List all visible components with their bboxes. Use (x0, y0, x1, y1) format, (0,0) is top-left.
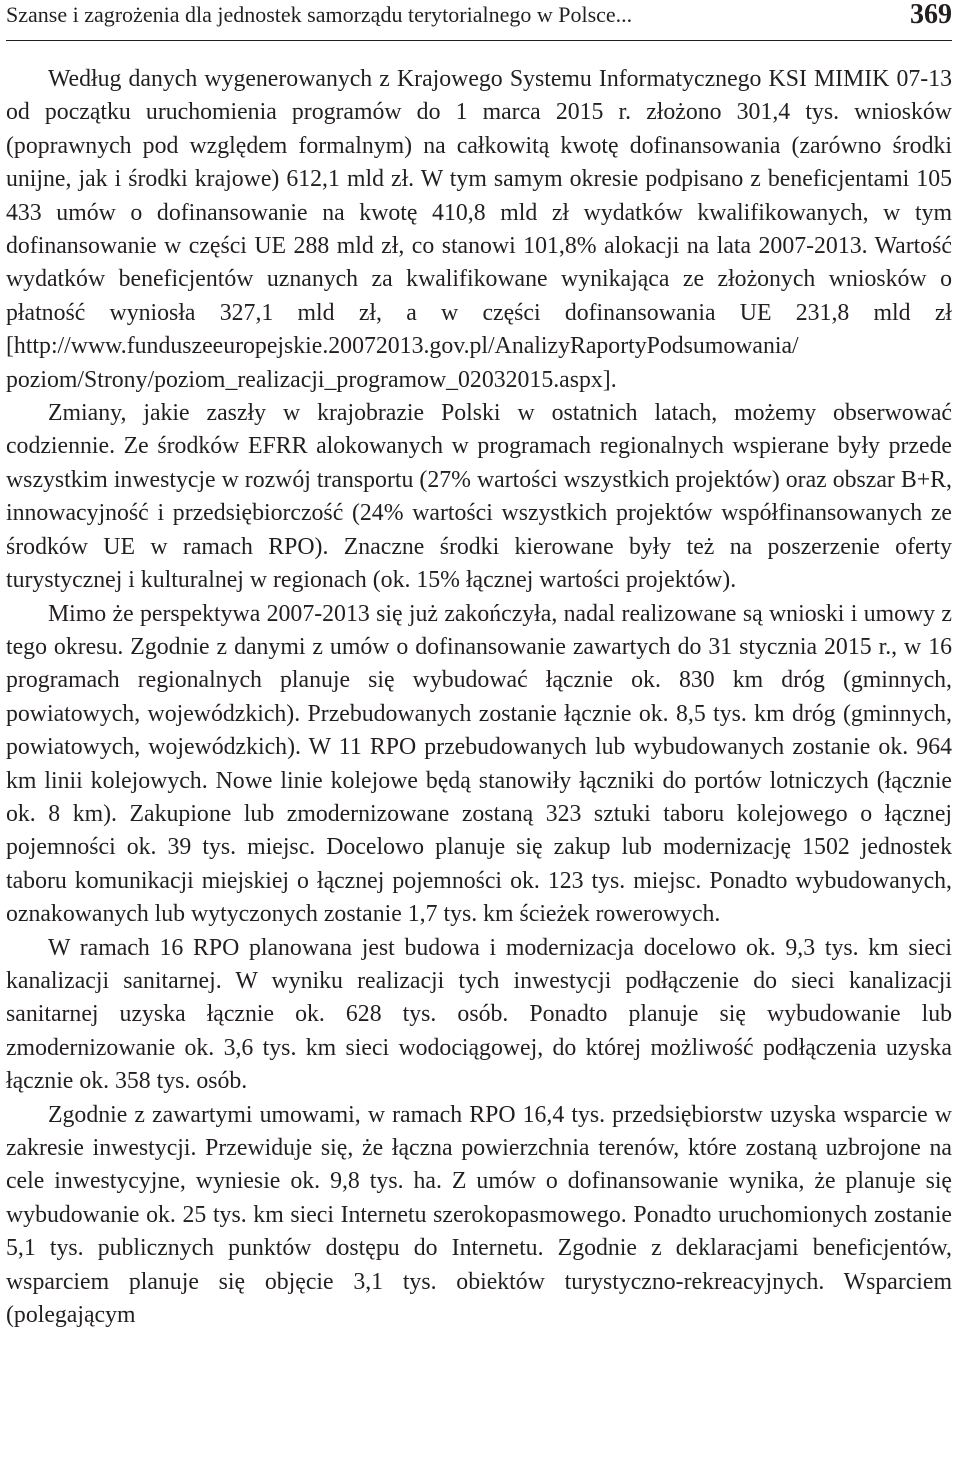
body-text (6, 63, 952, 1332)
paragraph-sewage-water: W ramach 16 RPO planowana jest budowa i modernizacja docelowo ok. 9,3 tys. km sieci kanalizacji sanitarnej. W wyniku realizacji tych inwestycji podłączenie do sieci kanalizacji sanitarnej uzyska łącznie ok. 628 tys. osób. Ponadto planuje się wybudowanie lub zmodernizowanie ok. 3,6 tys. km sieci wodociągowej, do której możliwość podłączenia uzyska łącznie ok. 358 tys. osób. (6, 934, 952, 1095)
paragraph-landscape-changes: Zmiany, jakie zaszły w krajobrazie Polski w ostatnich latach, możemy obserwować codziennie. Ze środków EFRR alokowanych w programach regionalnych wspierane były przede wszystkim inwestycje w rozwój transportu (27% wartości wszystkich projektów) oraz obszar B+R, innowacyjność i przedsiębiorczość (24% wartości wszystkich projektów współfinansowanych ze środków UE w ramach RPO). Znaczne środki kierowane były też na poszerzenie oferty turystycznej i kulturalnej w regionach (ok. 15% łącznej wartości projektów). (6, 400, 952, 594)
running-header (6, 0, 952, 41)
paragraph-transport-investments: Mimo że perspektywa 2007-2013 się już zakończyła, nadal realizowane są wnioski i umowy z tego okresu. Zgodnie z danymi z umów o dofinansowanie zawartych do 31 stycznia 2015 r., w 16 programach regionalnych planuje się wybudować łącznie ok. 830 km dróg (gminnych, powiatowych, wojewódzkich). Przebudowanych zostanie łącznie ok. 8,5 tys. km dróg (gminnych, powiatowych, wojewódzkich). W 11 RPO przebudowanych lub wybudowanych zostanie ok. 964 km linii kolejowych. Nowe linie kolejowe będą stanowiły łączniki do portów lotniczych (łącznie ok. 8 km). Zakupione lub zmodernizowane zostaną 323 sztuki taboru kolejowego o łącznej pojemności ok. 39 tys. miejsc. Docelowo planuje się zakup lub modernizację 1502 jednostek taboru komunikacji miejskiej o łącznej pojemności ok. 123 tys. miejsc. Ponadto wybudowanych, oznakowanych lub wytyczonych zostanie 1,7 tys. km ścieżek rowerowych. (6, 600, 952, 928)
paragraph-ksi-simik-data: Według danych wygenerowanych z Krajowego Systemu Informatycznego KSI MIMIK 07-13 od początku uruchomienia programów do 1 marca 2015 r. złożono 301,4 tys. wniosków (poprawnych pod względem formalnym) na całkowitą kwotę dofinansowania (zarówno środki unijne, jak i środki krajowe) 612,1 mld zł. W tym samym okresie podpisano z beneficjentami 105 433 umów o dofinansowanie na kwotę 410,8 mld zł wydatków kwalifikowanych, w tym dofinansowanie w części UE 288 mld zł, co stanowi 101,8% alokacji na lata 2007-2013. Wartość wydatków beneficjentów uznanych za kwalifikowane wynikająca ze złożonych wniosków o płatność wyniosła 327,1 mld zł, a w części dofinansowania UE 231,8 mld zł [http://www.funduszeeuropejskie.20072013.gov.pl/AnalizyRaportyPodsumowania/ poziom/Strony/poziom_realizacji_programow_02032015.aspx]. (6, 66, 952, 393)
running-header-title: Szanse i zagrożenia dla jednostek samorządu terytorialnego w Polsce... (6, 2, 633, 27)
page-number: 369 (910, 0, 952, 30)
paragraph-enterprise-support: Zgodnie z zawartymi umowami, w ramach RPO 16,4 tys. przedsiębiorstw uzyska wsparcie w zakresie inwestycji. Przewiduje się, że łączna powierzchnia terenów, które zostaną uzbrojone na cele inwestycyjne, wyniesie ok. 9,8 tys. ha. Z umów o dofinansowanie wynika, że planuje się wybudowanie ok. 25 tys. km sieci Internetu szerokopasmowego. Ponadto uruchomionych zostanie 5,1 tys. publicznych punktów dostępu do Internetu. Zgodnie z deklaracjami beneficjentów, wsparciem planuje się objęcie 3,1 tys. obiektów turystyczno-rekreacyjnych. Wsparciem (polegającym (6, 1101, 952, 1329)
